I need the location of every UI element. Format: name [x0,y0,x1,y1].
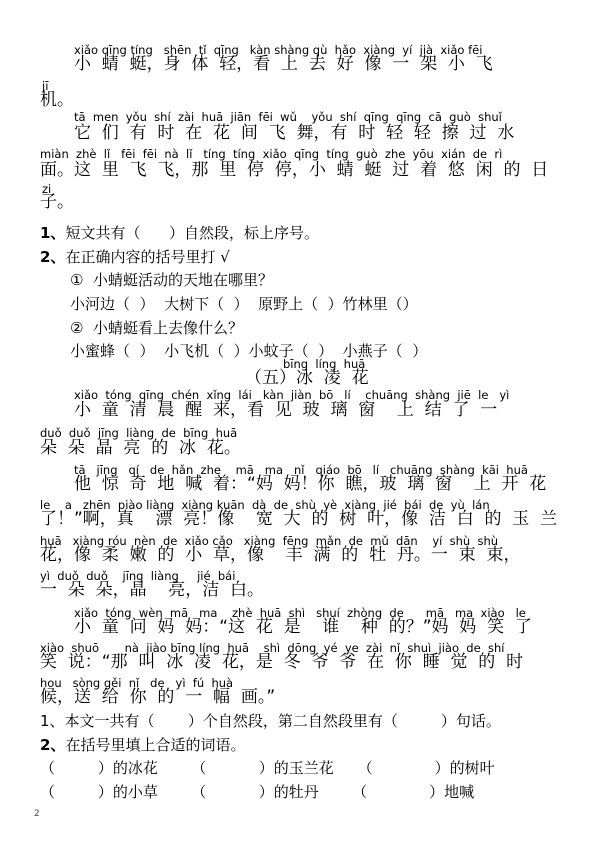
question-2: 2、在括号里填上合适的词语。 [40,736,246,754]
pinyin-line: xiǎo tóng wèn mā ma zhè huā shì shuí zhòng de mā ma xiào le [74,606,526,620]
answer-options: 小河边（ ） 大树下（ ） 原野上（ ）竹林里（） [70,295,418,313]
text-line: 他 惊 奇 地 喊 着：“妈 妈！你 瞧，玻 璃 窗 上 开 花 [74,474,547,494]
pinyin-line: xiǎo qīng tíng shēn tǐ qīng kàn shàng qù hǎo xiàng yí jià xiǎo fēi [74,43,483,57]
text-line: 笑 说：“那 叫 冰 凌 花，是 冬 爷 爷 在 你 睡 觉 的 时 [40,652,524,672]
text-line: 子。 [40,192,74,212]
text-line: 它 们 有 时 在 花 间 飞 舞，有 时 轻 轻 擦 过 水 [74,123,515,143]
title-pinyin: bīng líng huā [283,357,366,371]
text-line: 朵 朵 晶 亮 的 冰 花。 [40,438,241,458]
text-line: 一 朵 朵，晶 亮，洁 白。 [40,580,265,600]
text-line: 候，送 给 你 的 一 幅 画。” [40,687,276,707]
pinyin-line: xiào shuō nà jiào bīng líng huā shì dōng yé ye zài nǐ shuì jiào de shí [40,641,505,655]
question-1: 1、本文一共有（ ）个自然段，第二自然段里有（ ）句话。 [40,712,501,730]
pinyin-line: yì duǒ duǒ jīng liàng jié bái [40,569,236,583]
pinyin-line: tā men yǒu shí zài huā jiān fēi wǔ yǒu shí qīng qīng cā guò shuǐ [74,110,502,124]
text-line: 了！”啊，真 漂 亮！像 宽 大 的 树 叶，像 洁 白 的 玉 兰 [40,509,558,529]
fill-in-row: （ ）的冰花 （ ）的玉兰花 （ ）的树叶 [40,759,495,777]
fill-in-row: （ ）的小草 （ ）的牡丹 （ ）地喊 [40,783,475,801]
pinyin-line: xiǎo tóng qīng chén xǐng lái kàn jiàn bō lí chuāng shàng jiē le yì [74,388,510,402]
section-title: （五）冰 凌 花 [245,368,369,388]
text-line: 花，像 柔 嫩 的 小 草，像 丰 满 的 牡 丹。一 束 束， [40,545,521,565]
text-line: 机。 [40,90,74,110]
text-line: 小 蜻 蜓，身 体 轻，看 上 去 好 像 一 架 小 飞 [74,54,493,74]
answer-options: 小蜜蜂（ ） 小飞机（ ）小蚊子（ ） 小燕子（ ） [70,342,428,360]
text-line: 小 童 清 晨 醒 来，看 见 玻 璃 窗 上 结 了 一 [74,400,498,420]
question-2: 2、在正确内容的括号里打 √ [40,248,230,266]
pinyin-line: jī [42,79,49,93]
pinyin-line: hou sòng gěi nǐ de yì fú huà [40,676,234,690]
sub-question: ② 小蜻蜓看上去像什么？ [70,319,243,337]
pinyin-line: le a zhēn piào liàng xiàng kuān dà de shù yè xiàng jié bái de yù lán [40,498,490,512]
text-line: 面。这 里 飞 飞，那 里 停 停，小 蜻 蜓 过 着 悠 闲 的 日 [40,160,549,180]
pinyin-line: duǒ duǒ jīng liàng de bīng huā [40,426,238,440]
pinyin-line: zi [42,182,52,196]
sub-question: ① 小蜻蜓活动的天地在哪里？ [70,271,273,289]
pinyin-line: huā xiàng róu nèn de xiǎo cǎo xiàng fēng mǎn de mǔ dān yí shù shù [40,534,499,548]
pinyin-line: miàn zhè lǐ fēi fēi nà lǐ tíng tíng xiǎo qīng tíng guò zhe yōu xián de rì [40,147,503,161]
text-line: 小 童 问 妈 妈：“这 花 是 谁 种 的？”妈 妈 笑 了 [74,617,532,637]
pinyin-line: tā jīng qí de hǎn zhe mā ma nǐ qiáo bō lí chuāng shàng kāi huā [74,463,528,477]
question-1: 1、短文共有（ ）自然段，标上序号。 [40,224,320,242]
page-number: 2 [34,809,40,819]
